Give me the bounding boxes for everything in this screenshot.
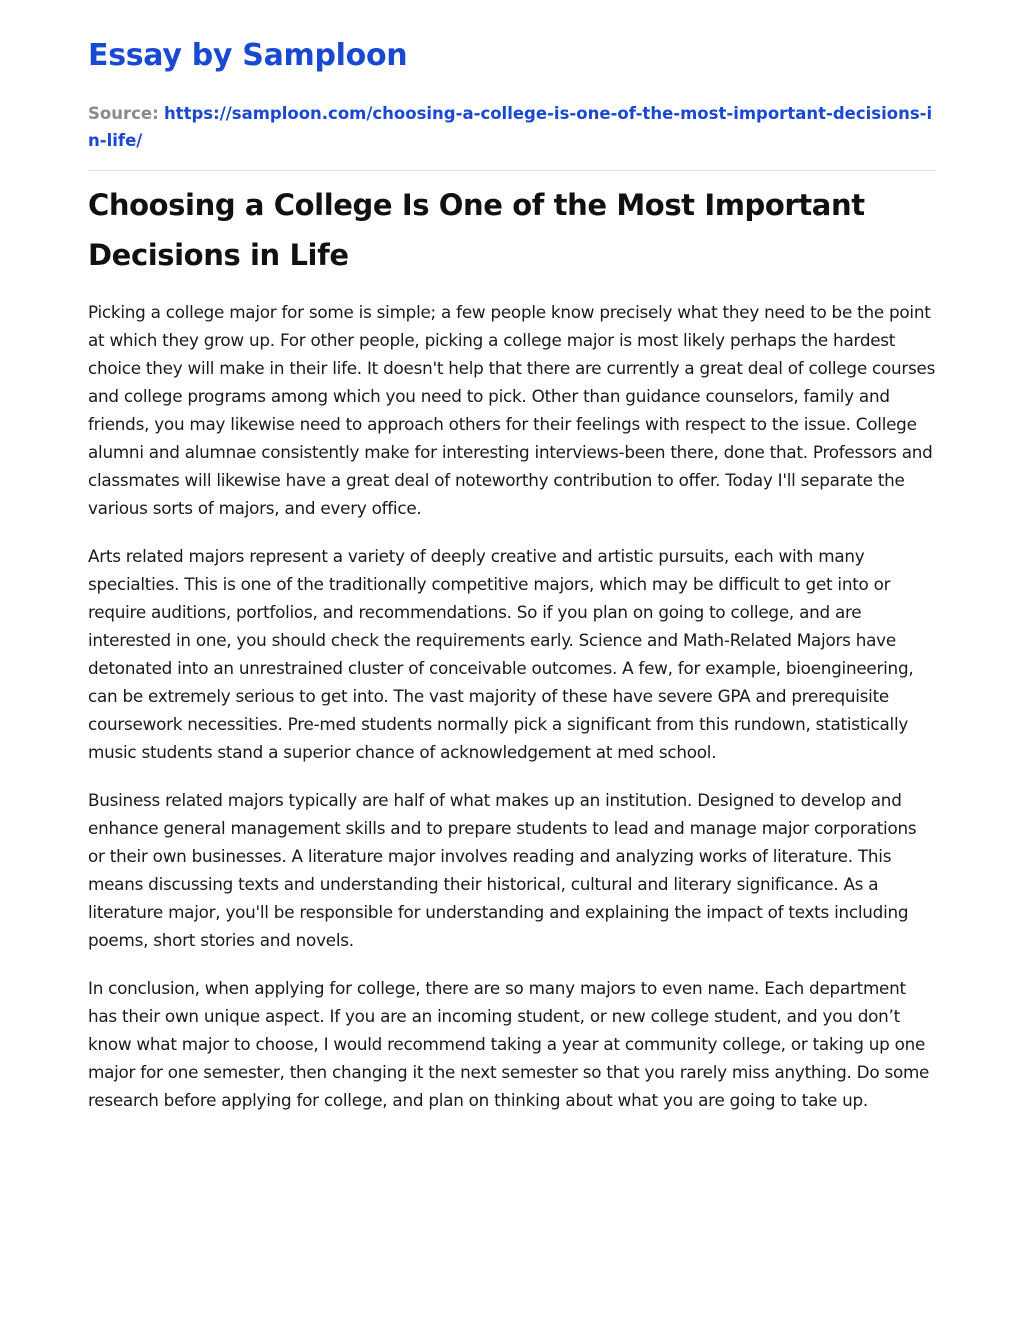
source-label: Source: <box>88 104 159 123</box>
essay-body <box>88 298 936 1134</box>
brand-title: Essay by Samploon <box>88 38 408 73</box>
paragraph-2: Arts related majors represent a variety of deeply creative and artistic pursuits, each with many specialties. This is one of the traditionally competitive majors, which may be difficult to get into or require auditions, portfolios, and recommendations. So if you plan on going to college, and are interested in one, you should check the requirements early. Science and Math-Related Majors have detonated into an unrestrained cluster of conceivable outcomes. A few, for example, bioengineering, can be extremely serious to get into. The vast majority of these have severe GPA and prerequisite coursework necessities. Pre-med students normally pick a significant from this rundown, statistically music students stand a superior chance of acknowledgement at med school. <box>88 546 914 762</box>
source-link[interactable]: https://samploon.com/choosing-a-college-is-one-of-the-most-important-decisions-in-life/ <box>88 104 933 150</box>
paragraph-3: Business related majors typically are half of what makes up an institution. Designed to develop and enhance general management skills and to prepare students to lead and manage major corporations or their own businesses. A literature major involves reading and analyzing works of literature. This means discussing texts and understanding their historical, cultural and literary significance. As a literature major, you'll be responsible for understanding and explaining the impact of texts including poems, short stories and novels. <box>88 790 917 950</box>
source-line <box>88 100 936 154</box>
paragraph-1: Picking a college major for some is simple; a few people know precisely what they need to be the point at which they grow up. For other people, picking a college major is most likely perhaps the hardest choice they will make in their life. It doesn't help that there are currently a great deal of college courses and college programs among which you need to pick. Other than guidance counselors, family and friends, you may likewise need to approach others for their feelings with respect to the issue. College alumni and alumnae consistently make for interesting interviews-been there, done that. Professors and classmates will likewise have a great deal of noteworthy contribution to offer. Today I'll separate the various sorts of majors, and every office. <box>88 302 936 518</box>
paragraph-4: In conclusion, when applying for college, there are so many majors to even name. Each department has their own unique aspect. If you are an incoming student, or new college student, and you don’t know what major to choose, I would recommend taking a year at community college, or taking up one major for one semester, then changing it the next semester so that you rarely miss anything. Do some research before applying for college, and plan on thinking about what you are going to take up. <box>88 978 930 1110</box>
header-divider <box>88 170 936 171</box>
essay-title: Choosing a College Is One of the Most Important Decisions in Life <box>88 188 865 272</box>
